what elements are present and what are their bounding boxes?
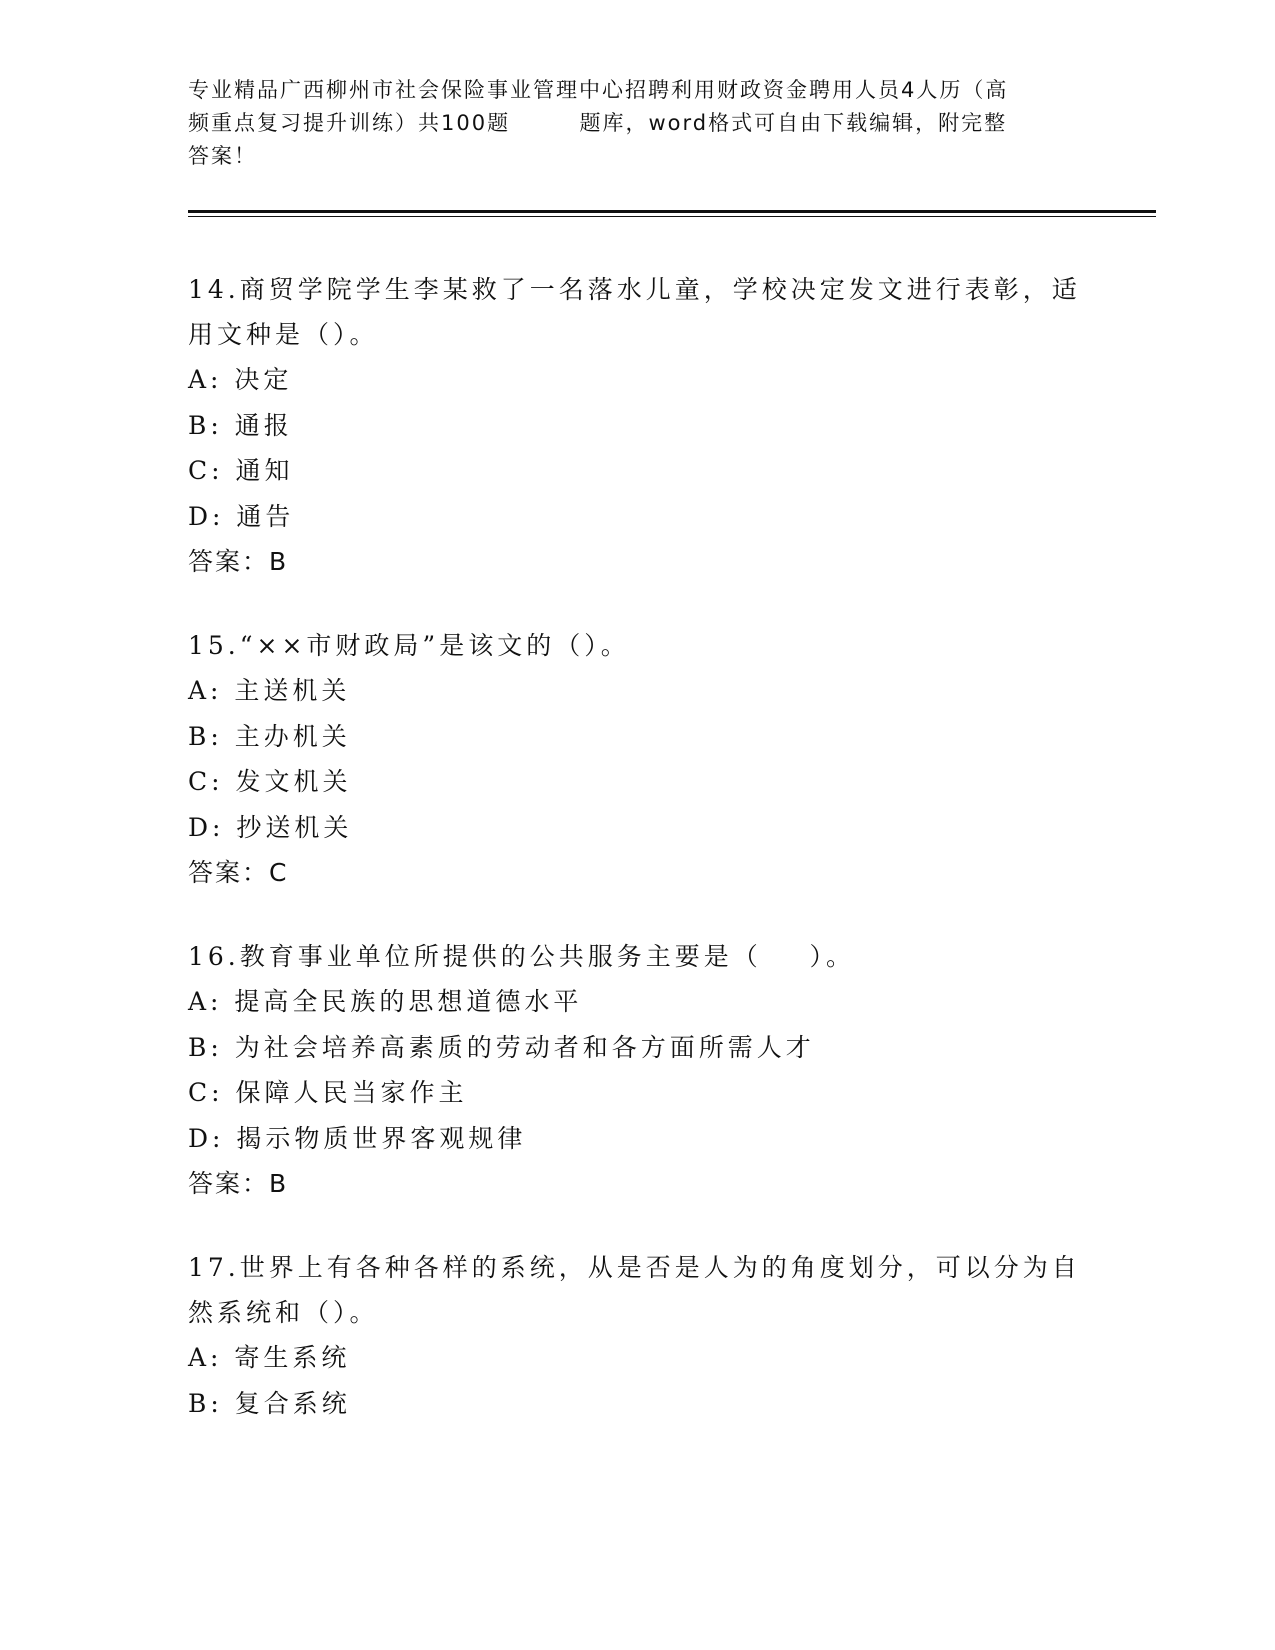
question-16 — [188, 934, 1088, 1207]
question-list — [188, 267, 1088, 1464]
question-stem-continued: 然系统和（）。 — [188, 1298, 379, 1327]
option-d: D: 通告 — [188, 501, 295, 531]
question-stem: 15.“××市财政局”是该文的（）。 — [188, 631, 630, 660]
answer: 答案：C — [188, 858, 289, 887]
header-line-2: 频重点复习提升训练）共100题 题库，word格式可自由下载编辑，附完整 — [188, 111, 1008, 135]
option-b: B: 为社会培养高素质的劳动者和各方面所需人才 — [188, 1032, 815, 1062]
question-15 — [188, 623, 1088, 896]
answer: 答案：B — [188, 547, 289, 576]
question-17 — [188, 1245, 1088, 1426]
header-divider-thin — [188, 216, 1156, 217]
question-stem-continued: 用文种是（）。 — [188, 320, 379, 349]
option-b: B: 复合系统 — [188, 1388, 351, 1418]
option-c: C: 通知 — [188, 456, 294, 485]
question-stem: 17.世界上有各种各样的系统，从是否是人为的角度划分，可以分为自 — [188, 1253, 1081, 1282]
option-b: B: 主办机关 — [188, 721, 351, 751]
document-header — [188, 74, 1088, 173]
option-b: B: 通报 — [188, 410, 293, 440]
option-c: C: 发文机关 — [188, 767, 352, 796]
header-line-1: 专业精品广西柳州市社会保险事业管理中心招聘利用财政资金聘用人员4人历（高 — [188, 78, 1009, 102]
question-stem: 16.教育事业单位所提供的公共服务主要是（ ）。 — [188, 942, 856, 971]
option-c: C: 保障人民当家作主 — [188, 1078, 468, 1107]
header-divider-thick — [188, 210, 1156, 213]
option-d: D: 抄送机关 — [188, 812, 353, 842]
option-d: D: 揭示物质世界客观规律 — [188, 1123, 527, 1153]
option-a: A: 主送机关 — [188, 676, 351, 705]
header-line-3: 答案！ — [188, 144, 257, 168]
question-stem: 14.商贸学院学生李某救了一名落水儿童，学校决定发文进行表彰，适 — [188, 275, 1081, 304]
option-a: A: 决定 — [188, 365, 293, 394]
option-a: A: 提高全民族的思想道德水平 — [188, 987, 583, 1016]
header-divider — [188, 210, 1156, 217]
question-14 — [188, 267, 1088, 585]
option-a: A: 寄生系统 — [188, 1343, 351, 1372]
answer: 答案：B — [188, 1169, 289, 1198]
